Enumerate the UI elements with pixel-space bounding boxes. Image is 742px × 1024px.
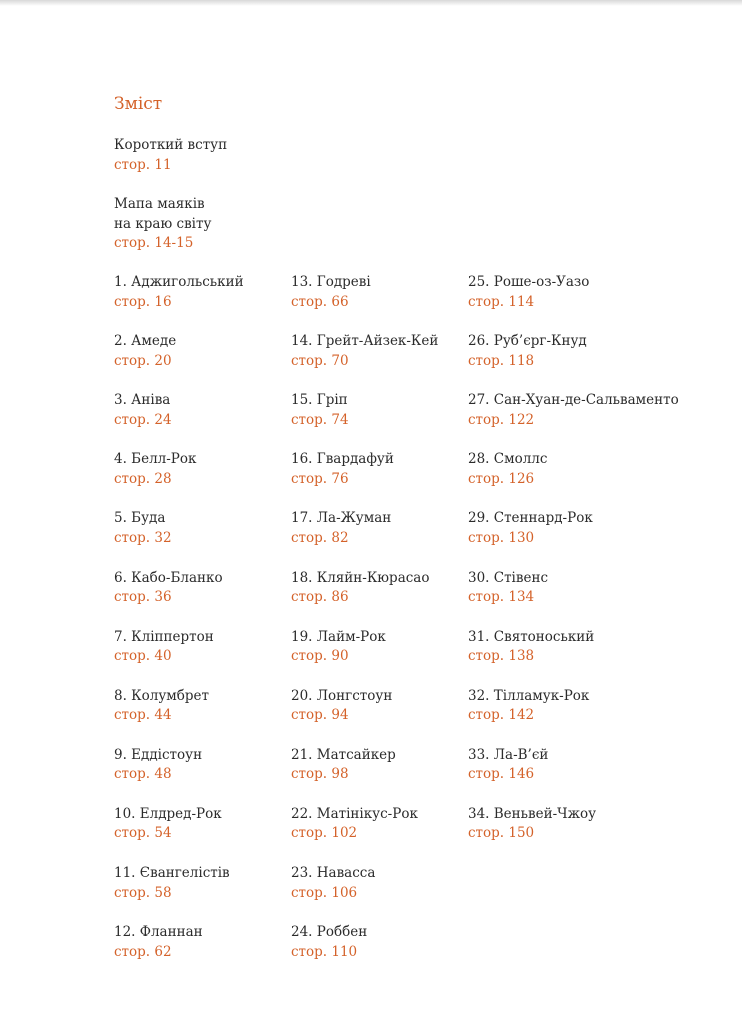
toc-entry-page: стор. 48: [114, 766, 172, 783]
toc-entry[interactable]: [114, 509, 172, 548]
toc-entry-title: 29. Стеннард-Рок: [468, 510, 593, 527]
toc-entry[interactable]: [291, 569, 430, 608]
toc-entry-title: 1. Аджигольський: [114, 274, 244, 290]
toc-entry-page: стор. 58: [114, 884, 172, 901]
toc-entry-page: стор. 11: [114, 156, 172, 173]
toc-entry[interactable]: [114, 569, 223, 608]
toc-entry-title: 26. Руб’єрг-Кнуд: [468, 333, 587, 350]
toc-entry-title: 2. Амеде: [114, 333, 177, 350]
toc-entry-title: 11. Євангелістів: [114, 865, 230, 881]
toc-entry[interactable]: [291, 923, 367, 962]
toc-entry-page: стор. 62: [114, 943, 172, 960]
toc-entry-title: 10. Елдред-Рок: [114, 805, 222, 822]
toc-entry-page: стор. 32: [114, 529, 172, 546]
toc-entry-page: стор. 122: [468, 411, 535, 428]
toc-entry-page: стор. 36: [114, 589, 172, 605]
toc-entry[interactable]: [468, 509, 593, 548]
toc-entry-title: 6. Кабо-Бланко: [114, 569, 223, 586]
toc-entry[interactable]: [114, 687, 209, 726]
toc-entry[interactable]: [291, 509, 391, 548]
toc-entry-title: 24. Роббен: [291, 924, 368, 941]
toc-entry-page: стор. 44: [114, 707, 172, 724]
toc-entry-title: 13. Годреві: [291, 274, 371, 290]
toc-entry-title: 30. Стівенс: [468, 569, 549, 586]
toc-entry-page: стор. 126: [468, 470, 535, 487]
toc-entry[interactable]: [468, 450, 547, 489]
toc-entry[interactable]: [114, 923, 203, 962]
toc-entry[interactable]: [114, 273, 244, 312]
toc-entry-title: 33. Ла-В’єй: [468, 746, 549, 763]
toc-entry[interactable]: [114, 746, 202, 785]
toc-entry-page: стор. 94: [291, 707, 349, 724]
toc-entry[interactable]: [291, 273, 371, 312]
toc-entry-page: стор. 28: [114, 470, 172, 487]
toc-entry[interactable]: [468, 687, 589, 726]
toc-intro-entry[interactable]: [114, 136, 227, 175]
toc-entry-page: стор. 16: [114, 293, 172, 310]
toc-entry[interactable]: [291, 746, 396, 785]
toc-entry[interactable]: [291, 391, 349, 430]
toc-entry-page: стор. 142: [468, 707, 535, 724]
toc-entry-page: стор. 134: [468, 589, 535, 605]
toc-entry[interactable]: [468, 628, 594, 667]
toc-entry-title: 3. Аніва: [114, 392, 171, 409]
toc-entry-page: стор. 102: [291, 825, 358, 842]
toc-entry-page: стор. 118: [468, 352, 535, 369]
toc-entry[interactable]: [114, 450, 196, 489]
toc-entry-page: стор. 82: [291, 529, 349, 546]
toc-entry[interactable]: [468, 273, 589, 312]
toc-entry-title: 4. Белл-Рок: [114, 451, 197, 468]
toc-entry-page: стор. 150: [468, 825, 535, 842]
toc-entry[interactable]: [114, 805, 222, 844]
toc-entry-title: 34. Веньвей-Чжоу: [468, 805, 597, 822]
toc-entry-page: стор. 90: [291, 648, 349, 665]
toc-entry[interactable]: [114, 391, 172, 430]
toc-entry-page: стор. 86: [291, 589, 349, 605]
toc-entry-page: стор. 54: [114, 825, 172, 842]
toc-entry[interactable]: [468, 391, 679, 430]
toc-entry[interactable]: [291, 864, 375, 903]
toc-entry-page: стор. 98: [291, 766, 349, 783]
toc-entry-title: на краю світу: [114, 215, 212, 232]
toc-entry[interactable]: [291, 332, 438, 371]
toc-entry-title: Короткий вступ: [114, 137, 228, 153]
toc-entry-title: 15. Гріп: [291, 392, 348, 409]
toc-entry-title: 14. Грейт-Айзек-Кей: [291, 333, 439, 350]
toc-entry-page: стор. 20: [114, 352, 172, 369]
toc-entry-title: 8. Колумбрет: [114, 687, 209, 704]
toc-entry-title: 7. Кліппертон: [114, 628, 214, 645]
toc-entry[interactable]: [291, 687, 392, 726]
toc-entry[interactable]: [114, 332, 176, 371]
toc-entry-title: 19. Лайм-Рок: [291, 628, 386, 645]
toc-entry[interactable]: [114, 628, 214, 667]
toc-entry[interactable]: [291, 450, 394, 489]
toc-entry[interactable]: [114, 864, 230, 903]
toc-entry-page: стор. 14-15: [114, 235, 194, 251]
toc-entry-page: стор. 106: [291, 884, 358, 901]
toc-entry-page: стор. 40: [114, 648, 172, 665]
toc-entry-title: 28. Смоллс: [468, 451, 548, 468]
toc-entry[interactable]: [468, 746, 548, 785]
toc-entry-title: 22. Матінікус-Рок: [291, 805, 418, 822]
toc-entry-page: стор. 24: [114, 411, 172, 428]
toc-entry-title: 18. Кляйн-Кюрасао: [291, 569, 430, 586]
toc-entry-title: 9. Еддістоун: [114, 746, 203, 763]
toc-entry-title: 20. Лонгстоун: [291, 687, 393, 704]
toc-entry-page: стор. 130: [468, 529, 535, 546]
toc-entry-title: 27. Сан-Хуан-де-Сальваменто: [468, 392, 679, 409]
toc-entry[interactable]: [291, 628, 386, 667]
toc-entry[interactable]: [291, 805, 418, 844]
toc-entry[interactable]: [468, 332, 587, 371]
toc-entry-page: стор. 114: [468, 293, 535, 310]
toc-entry-title: 23. Навасса: [291, 865, 376, 881]
toc-map-entry[interactable]: [114, 195, 211, 254]
toc-entry-page: стор. 76: [291, 470, 349, 487]
toc-entry-title: 21. Матсайкер: [291, 746, 396, 763]
toc-entry[interactable]: [468, 569, 548, 608]
toc-entry-title: 31. Святоноський: [468, 628, 595, 645]
toc-entry-title: 12. Фланнан: [114, 924, 203, 941]
toc-entry-title: 5. Буда: [114, 510, 166, 527]
toc-entry-page: стор. 138: [468, 648, 535, 665]
page-top-shadow: [0, 0, 742, 6]
toc-entry-page: стор. 70: [291, 352, 349, 369]
toc-entry-title: 17. Ла-Жуман: [291, 510, 392, 527]
toc-entry-title: 32. Тілламук-Рок: [468, 687, 590, 704]
toc-entry-title: Мапа маяків: [114, 196, 205, 212]
toc-entry-page: стор. 110: [291, 943, 358, 960]
toc-entry-title: 25. Роше-оз-Уазо: [468, 274, 590, 290]
toc-entry[interactable]: [468, 805, 596, 844]
toc-title: Зміст: [114, 94, 163, 114]
toc-entry-page: стор. 66: [291, 293, 349, 310]
toc-entry-page: стор. 146: [468, 766, 535, 783]
toc-entry-title: 16. Гвардафуй: [291, 451, 394, 468]
toc-entry-page: стор. 74: [291, 411, 349, 428]
